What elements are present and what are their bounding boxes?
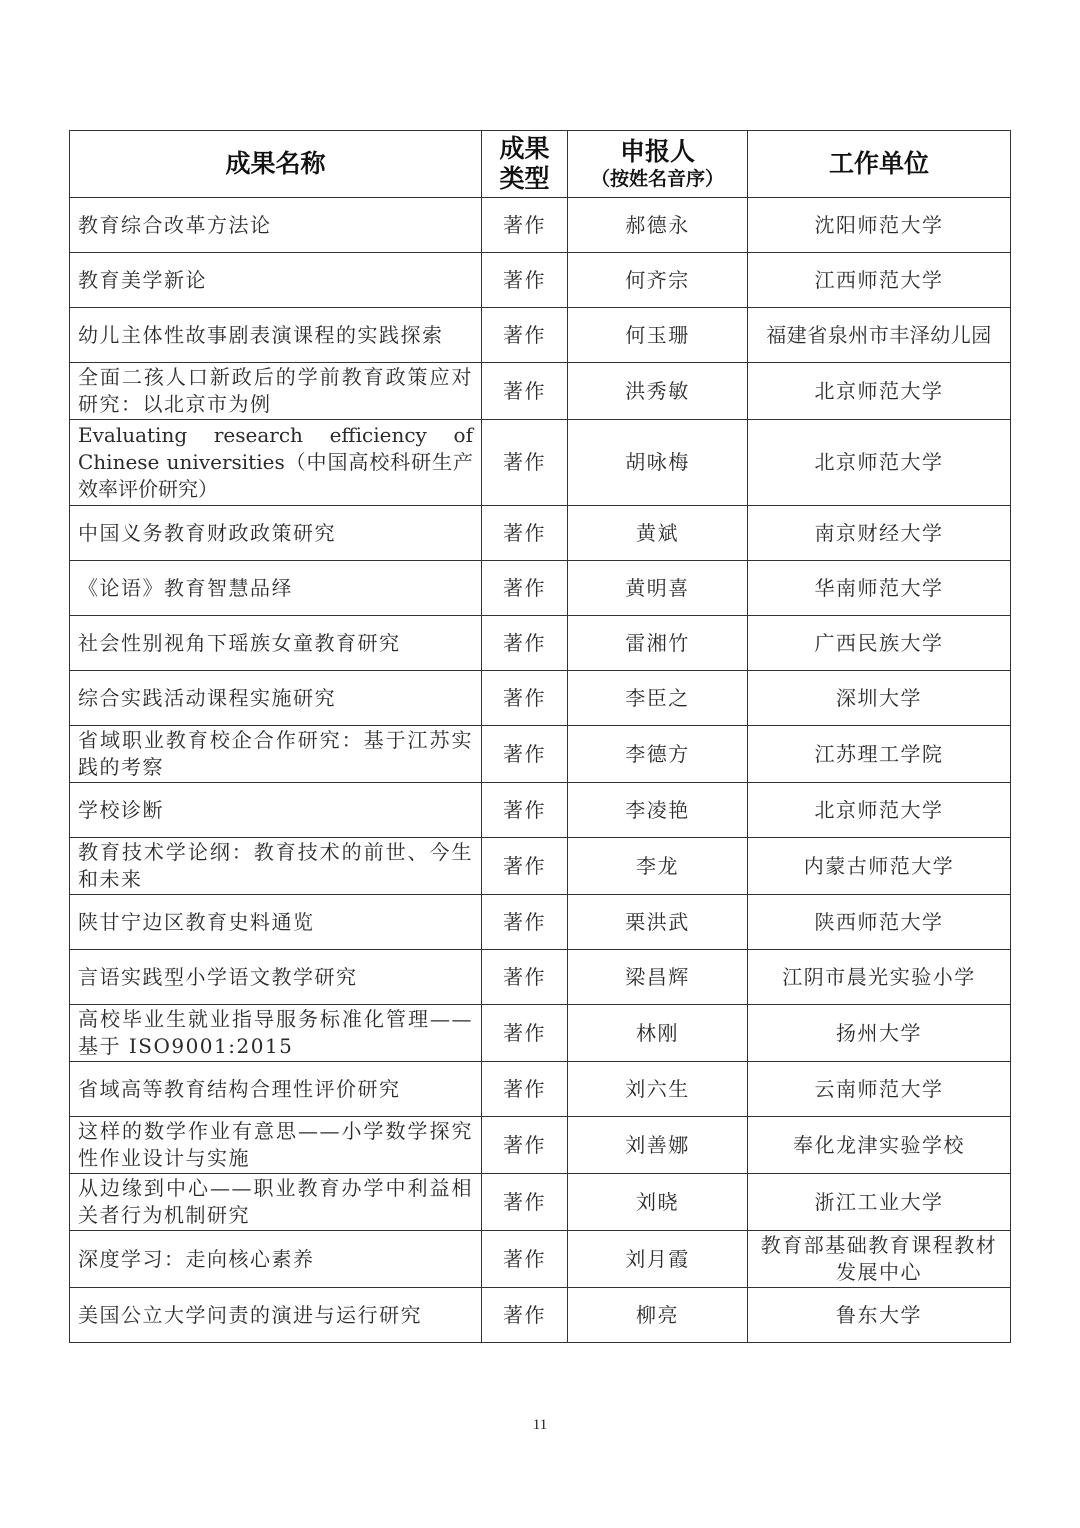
header-applicant-label: 申报人 (619, 137, 695, 166)
cell-type: 著作 (482, 783, 568, 838)
cell-applicant: 刘善娜 (568, 1117, 748, 1174)
header-applicant-note: （按姓名音序） (590, 168, 724, 190)
cell-type: 著作 (482, 308, 568, 363)
cell-unit: 沈阳师范大学 (748, 198, 1011, 253)
cell-type: 著作 (482, 506, 568, 561)
cell-title: 中国义务教育财政政策研究 (70, 506, 482, 561)
cell-type: 著作 (482, 198, 568, 253)
cell-title: 综合实践活动课程实施研究 (70, 671, 482, 726)
cell-unit: 江苏理工学院 (748, 726, 1011, 783)
cell-applicant: 何玉珊 (568, 308, 748, 363)
cell-unit: 北京师范大学 (748, 420, 1011, 506)
cell-applicant: 柳亮 (568, 1288, 748, 1343)
cell-title: 陕甘宁边区教育史料通览 (70, 895, 482, 950)
table-row (70, 838, 1011, 895)
cell-title: 幼儿主体性故事剧表演课程的实践探索 (70, 308, 482, 363)
cell-type: 著作 (482, 1231, 568, 1288)
cell-title: 从边缘到中心——职业教育办学中利益相关者行为机制研究 (70, 1174, 482, 1231)
cell-unit: 云南师范大学 (748, 1062, 1011, 1117)
cell-type: 著作 (482, 363, 568, 420)
cell-title: 教育美学新论 (70, 253, 482, 308)
cell-applicant: 李德方 (568, 726, 748, 783)
cell-unit: 广西民族大学 (748, 616, 1011, 671)
cell-applicant: 何齐宗 (568, 253, 748, 308)
cell-title: 教育综合改革方法论 (70, 198, 482, 253)
header-applicant (568, 131, 748, 198)
cell-type: 著作 (482, 253, 568, 308)
cell-applicant: 洪秀敏 (568, 363, 748, 420)
table-row (70, 783, 1011, 838)
cell-title: 《论语》教育智慧品绎 (70, 561, 482, 616)
cell-type: 著作 (482, 1062, 568, 1117)
cell-unit: 内蒙古师范大学 (748, 838, 1011, 895)
cell-applicant: 林刚 (568, 1005, 748, 1062)
cell-unit: 福建省泉州市丰泽幼儿园 (748, 308, 1011, 363)
cell-title: 这样的数学作业有意思——小学数学探究性作业设计与实施 (70, 1117, 482, 1174)
cell-type: 著作 (482, 1005, 568, 1062)
cell-unit: 扬州大学 (748, 1005, 1011, 1062)
page-number: 11 (532, 1417, 548, 1433)
table-row (70, 420, 1011, 506)
cell-type: 著作 (482, 726, 568, 783)
cell-applicant: 刘六生 (568, 1062, 748, 1117)
cell-unit: 北京师范大学 (748, 363, 1011, 420)
cell-title: 社会性别视角下瑶族女童教育研究 (70, 616, 482, 671)
cell-type: 著作 (482, 1117, 568, 1174)
cell-applicant: 黄明喜 (568, 561, 748, 616)
cell-unit: 江西师范大学 (748, 253, 1011, 308)
cell-unit: 南京财经大学 (748, 506, 1011, 561)
cell-title: 高校毕业生就业指导服务标准化管理——基于 ISO9001:2015 (70, 1005, 482, 1062)
cell-applicant: 刘晓 (568, 1174, 748, 1231)
header-type (482, 131, 568, 198)
cell-applicant: 栗洪武 (568, 895, 748, 950)
awards-table (69, 130, 1011, 1343)
cell-unit: 陕西师范大学 (748, 895, 1011, 950)
cell-type: 著作 (482, 950, 568, 1005)
table-row (70, 506, 1011, 561)
header-unit: 工作单位 (748, 131, 1011, 198)
cell-applicant: 李臣之 (568, 671, 748, 726)
cell-applicant: 刘月霞 (568, 1231, 748, 1288)
cell-title: 深度学习：走向核心素养 (70, 1231, 482, 1288)
table-row (70, 1005, 1011, 1062)
cell-unit: 浙江工业大学 (748, 1174, 1011, 1231)
table-row (70, 1231, 1011, 1288)
cell-unit: 鲁东大学 (748, 1288, 1011, 1343)
cell-unit: 教育部基础教育课程教材发展中心 (748, 1231, 1011, 1288)
table-row (70, 198, 1011, 253)
cell-type: 著作 (482, 838, 568, 895)
table-row (70, 1117, 1011, 1174)
table-row (70, 1174, 1011, 1231)
cell-title: Evaluating research efficiency of Chinese universities（中国高校科研生产效率评价研究） (70, 420, 482, 506)
cell-type: 著作 (482, 1288, 568, 1343)
cell-unit: 华南师范大学 (748, 561, 1011, 616)
cell-applicant: 胡咏梅 (568, 420, 748, 506)
cell-unit: 北京师范大学 (748, 783, 1011, 838)
cell-unit: 深圳大学 (748, 671, 1011, 726)
header-type-line1: 成果 (499, 134, 550, 163)
table-header-row (70, 131, 1011, 198)
cell-applicant: 梁昌辉 (568, 950, 748, 1005)
table-row (70, 1288, 1011, 1343)
table-row (70, 671, 1011, 726)
header-type-line2: 类型 (499, 164, 550, 193)
cell-type: 著作 (482, 895, 568, 950)
cell-title: 全面二孩人口新政后的学前教育政策应对研究：以北京市为例 (70, 363, 482, 420)
table-row (70, 1062, 1011, 1117)
cell-title: 美国公立大学问责的演进与运行研究 (70, 1288, 482, 1343)
table-row (70, 726, 1011, 783)
table-row (70, 950, 1011, 1005)
cell-type: 著作 (482, 420, 568, 506)
cell-title: 省域职业教育校企合作研究：基于江苏实践的考察 (70, 726, 482, 783)
cell-applicant: 黄斌 (568, 506, 748, 561)
cell-title: 教育技术学论纲：教育技术的前世、今生和未来 (70, 838, 482, 895)
header-title: 成果名称 (70, 131, 482, 198)
cell-applicant: 李龙 (568, 838, 748, 895)
cell-type: 著作 (482, 671, 568, 726)
table-row (70, 895, 1011, 950)
cell-title: 言语实践型小学语文教学研究 (70, 950, 482, 1005)
table-row (70, 253, 1011, 308)
cell-type: 著作 (482, 616, 568, 671)
cell-title: 省域高等教育结构合理性评价研究 (70, 1062, 482, 1117)
cell-applicant: 郝德永 (568, 198, 748, 253)
cell-applicant: 李凌艳 (568, 783, 748, 838)
table-row (70, 363, 1011, 420)
cell-type: 著作 (482, 1174, 568, 1231)
table-row (70, 308, 1011, 363)
cell-unit: 江阴市晨光实验小学 (748, 950, 1011, 1005)
cell-unit: 奉化龙津实验学校 (748, 1117, 1011, 1174)
cell-applicant: 雷湘竹 (568, 616, 748, 671)
cell-type: 著作 (482, 561, 568, 616)
cell-title: 学校诊断 (70, 783, 482, 838)
table-row (70, 561, 1011, 616)
table-row (70, 616, 1011, 671)
